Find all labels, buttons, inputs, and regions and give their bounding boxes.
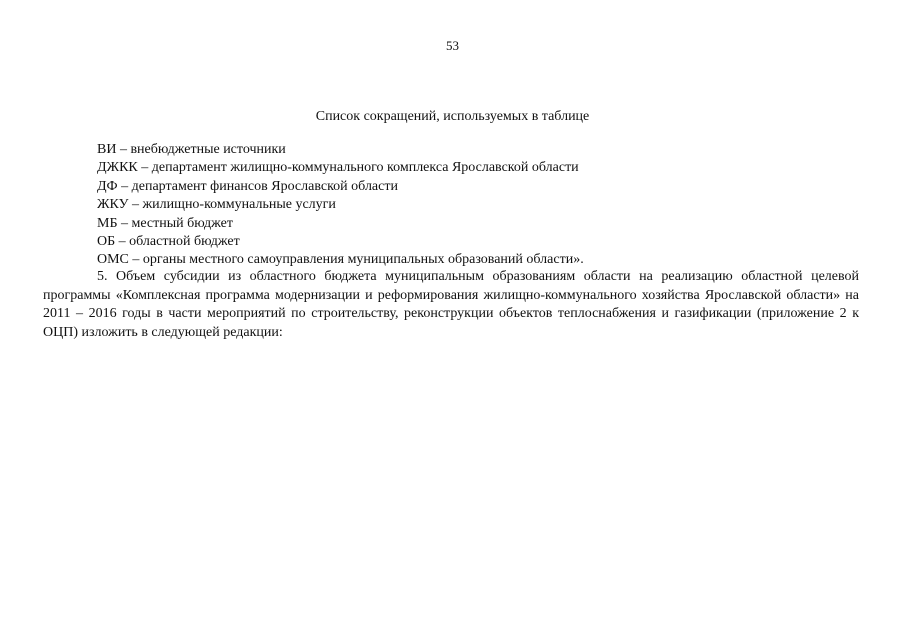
paragraph-5: 5. Объем субсидии из областного бюджета муниципальным образованиям области на реализацию областной целевой программы «Комплексная программа модернизации и реформирования жилищно-коммунального хозяйства Ярославской области» на 2011 – 2016 годы в части мероприятий по строительству, реконструкции объектов теплоснабжения и газификации (приложение 2 к ОЦП) изложить в следующей редакции: xyxy=(43,269,859,340)
abbreviation-item: МБ – местный бюджет xyxy=(97,215,233,231)
abbreviation-item: ОМС – органы местного самоуправления муниципальных образований области». xyxy=(97,252,584,268)
abbreviation-item: ОБ – областной бюджет xyxy=(97,234,240,250)
abbreviations-title: Список сокращений, используемых в таблице xyxy=(315,109,590,124)
abbreviation-item: ДФ – департамент финансов Ярославской области xyxy=(97,178,398,194)
abbreviation-item: ЖКУ – жилищно-коммунальные услуги xyxy=(97,197,336,213)
abbreviation-item: ДЖКК – департамент жилищно-коммунального комплекса Ярославской области xyxy=(97,160,579,176)
abbreviations-list xyxy=(97,141,857,270)
page-number: 53 xyxy=(446,38,459,53)
abbreviation-item: ВИ – внебюджетные источники xyxy=(97,142,286,157)
